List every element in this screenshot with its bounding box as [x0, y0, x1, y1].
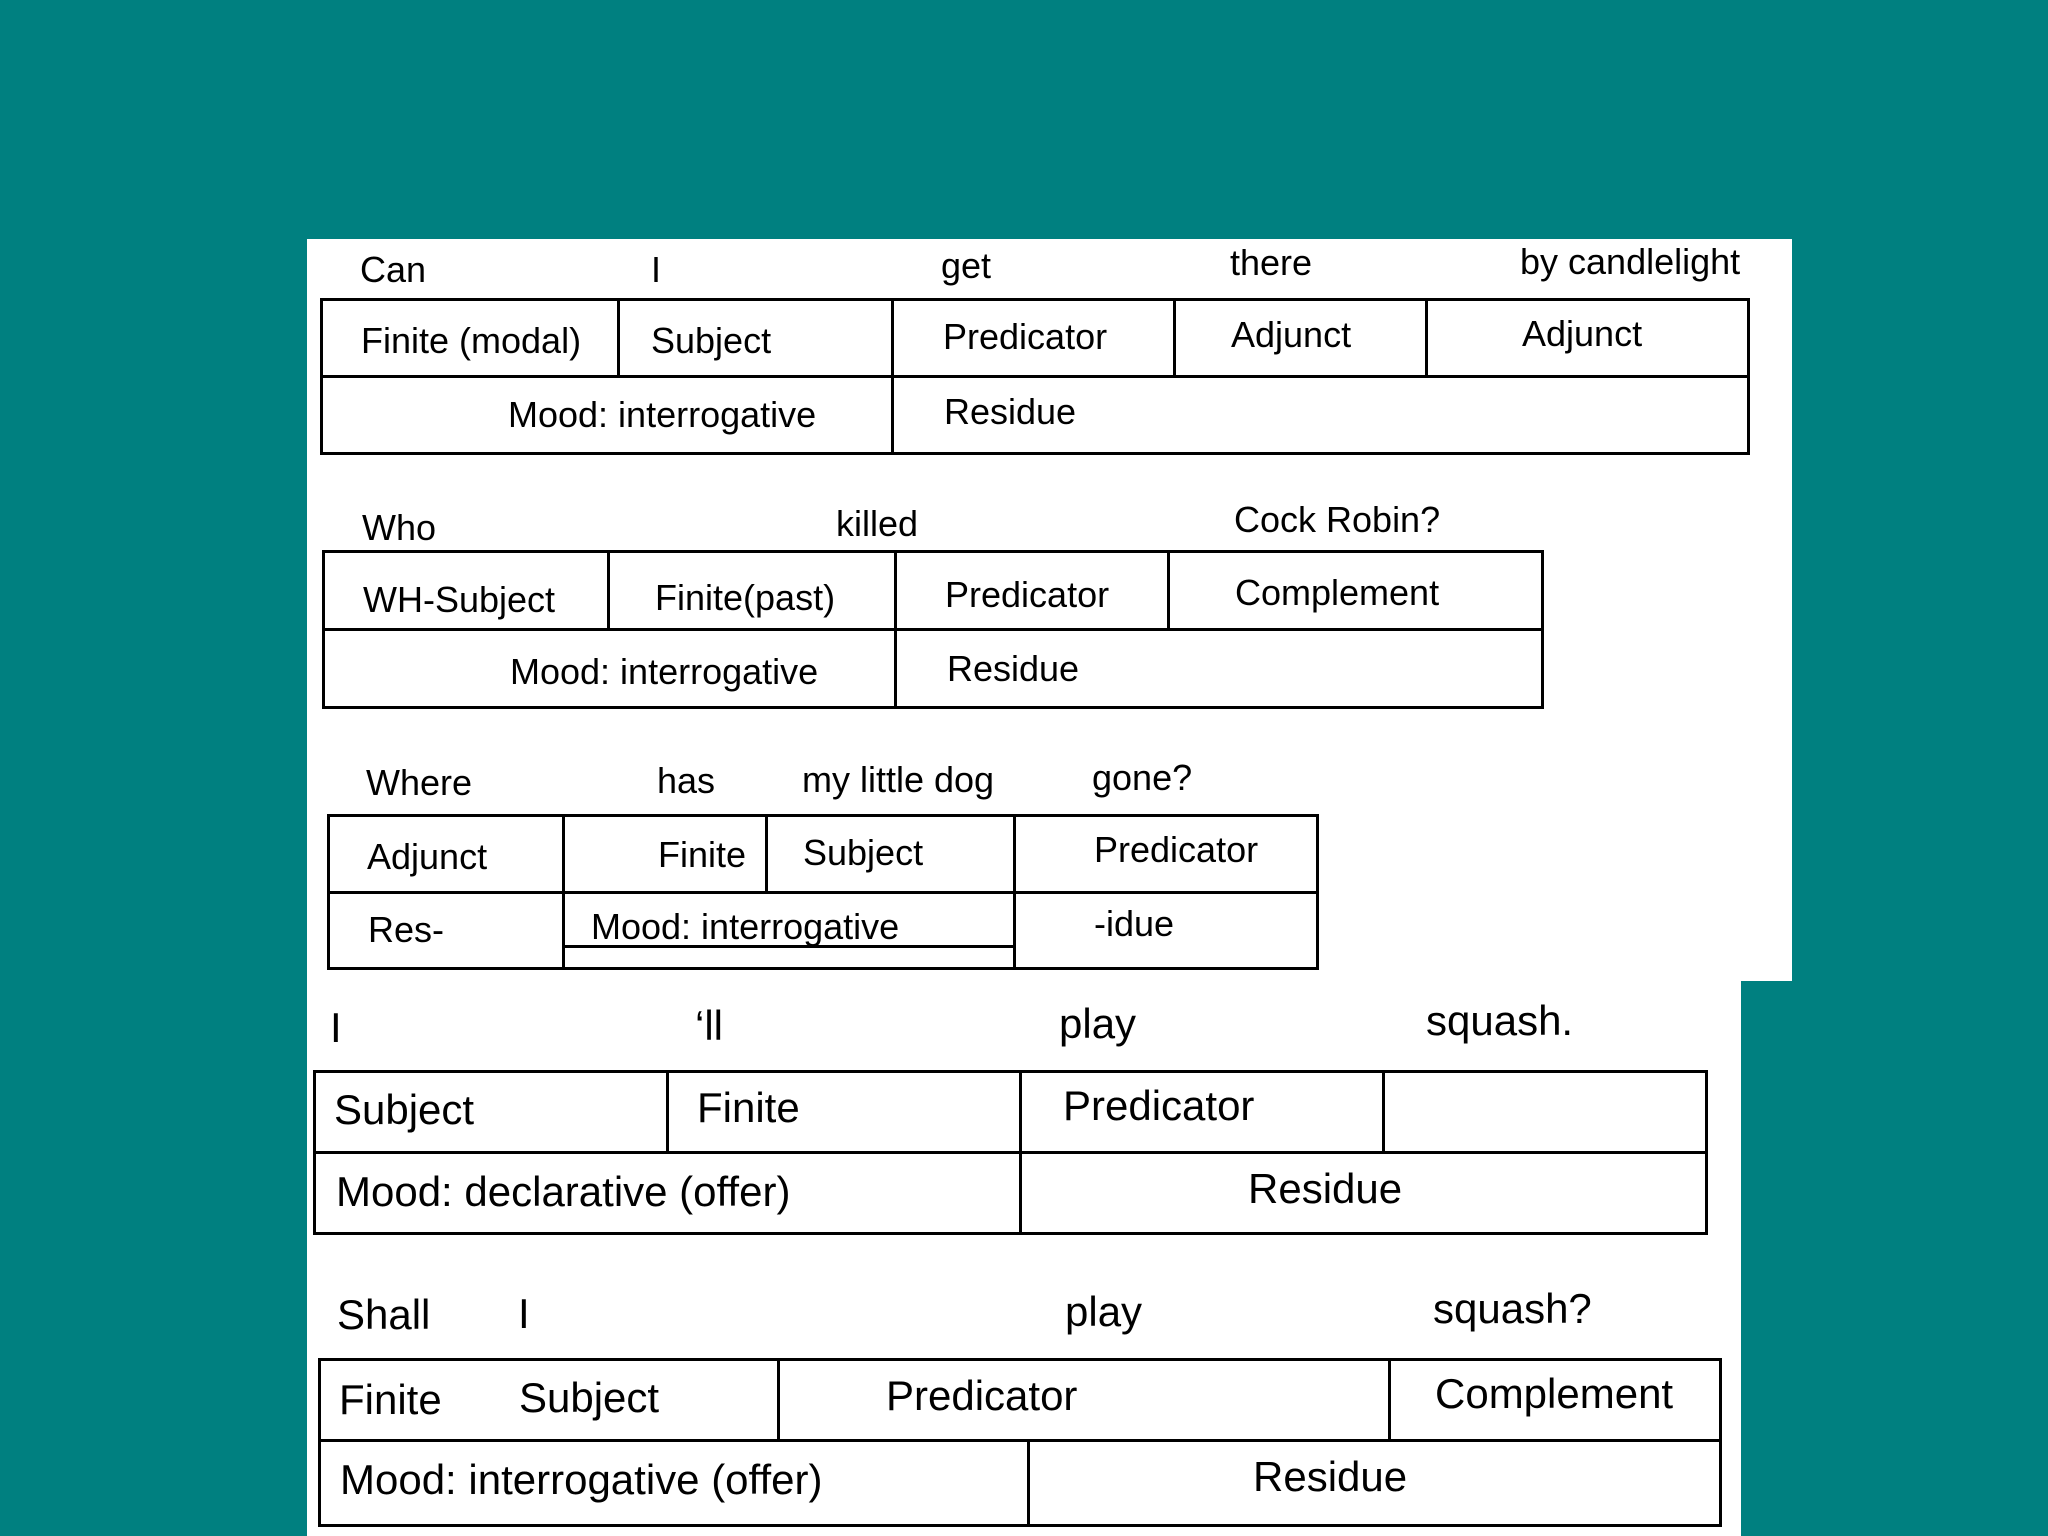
band-mood: Mood: interrogative (offer)	[340, 1456, 823, 1503]
diagram-5-col-divider	[1388, 1358, 1391, 1441]
word-gone: gone?	[1092, 757, 1193, 798]
word-squash: squash?	[1433, 1285, 1592, 1332]
diagram-1-col-divider	[1173, 298, 1176, 377]
word-killed: killed	[836, 503, 919, 544]
word-by-candlelight: by candlelight	[1520, 241, 1741, 282]
diagram-1-col-divider	[891, 298, 894, 455]
word-where: Where	[366, 762, 473, 803]
band-mood: Mood: interrogative	[508, 394, 817, 435]
word-has: has	[657, 760, 716, 801]
diagram-5-col-divider	[1027, 1439, 1030, 1527]
diagram-1-row-divider	[320, 375, 1750, 378]
diagram-3-row-divider	[327, 891, 1319, 894]
word-ll: ‘ll	[695, 1002, 723, 1049]
band-mood: Mood: declarative (offer)	[336, 1168, 791, 1215]
diagram-4-col-divider	[1382, 1070, 1385, 1153]
diagram-4-col-divider	[666, 1070, 669, 1153]
cell-subject: Subject	[334, 1086, 475, 1133]
diagram-2-col-divider	[607, 550, 610, 630]
cell-subject: Subject	[651, 320, 772, 361]
cell-subject: Subject	[803, 832, 924, 873]
word-i: I	[330, 1004, 342, 1051]
cell-complement: Complement	[1435, 1370, 1674, 1417]
word-i: I	[518, 1290, 530, 1337]
word-play: play	[1059, 1000, 1137, 1047]
word-my-little-dog: my little dog	[802, 759, 995, 800]
cell-subject: Subject	[519, 1374, 660, 1421]
cell-finite: Finite	[697, 1084, 800, 1131]
diagram-5-col-divider	[777, 1358, 780, 1441]
band-residue: Residue	[1248, 1165, 1403, 1212]
cell-predicator: Predicator	[945, 574, 1110, 615]
word-play: play	[1065, 1288, 1143, 1335]
cell-finite: Finite	[339, 1376, 442, 1423]
cell-adjunct: Adjunct	[1522, 313, 1643, 354]
cell-finite: Finite	[658, 834, 747, 875]
word-shall: Shall	[337, 1291, 431, 1338]
cell-wh-subject: WH-Subject	[363, 579, 556, 620]
word-get: get	[941, 245, 992, 286]
cell-adjunct: Adjunct	[1231, 314, 1352, 355]
word-squash: squash.	[1426, 997, 1574, 1044]
cell-adjunct: Adjunct	[367, 836, 488, 877]
diagram-5-row-divider	[318, 1439, 1722, 1442]
word-can: Can	[360, 249, 427, 290]
diagram-2-row-divider	[322, 628, 1544, 631]
diagram-2-col-divider	[1167, 550, 1170, 630]
band-residue: Residue	[1253, 1453, 1408, 1500]
band-residue: Residue	[944, 391, 1077, 432]
band-mood: Mood: interrogative	[510, 651, 819, 692]
word-there: there	[1230, 242, 1313, 283]
cell-predicator: Predicator	[1094, 829, 1259, 870]
word-cock-robin: Cock Robin?	[1234, 499, 1441, 540]
diagram-3-col-divider	[765, 814, 768, 893]
band-residue: Residue	[947, 648, 1080, 689]
diagram-2-col-divider	[894, 550, 897, 709]
band-residue-end: -idue	[1094, 903, 1175, 944]
cell-complement: Complement	[1235, 572, 1440, 613]
band-residue-start: Res-	[368, 909, 445, 950]
diagram-1-col-divider	[617, 298, 620, 377]
cell-finite-modal: Finite (modal)	[361, 320, 582, 361]
band-mood: Mood: interrogative	[591, 906, 900, 947]
diagram-1-col-divider	[1425, 298, 1428, 377]
diagram-4-row-divider	[313, 1151, 1708, 1154]
cell-predicator: Predicator	[886, 1372, 1078, 1419]
word-who: Who	[362, 507, 437, 548]
cell-predicator: Predicator	[1063, 1082, 1255, 1129]
diagram-4-col-divider	[1019, 1070, 1022, 1235]
word-i: I	[651, 249, 662, 290]
cell-finite-past: Finite(past)	[655, 577, 836, 618]
cell-predicator: Predicator	[943, 316, 1108, 357]
